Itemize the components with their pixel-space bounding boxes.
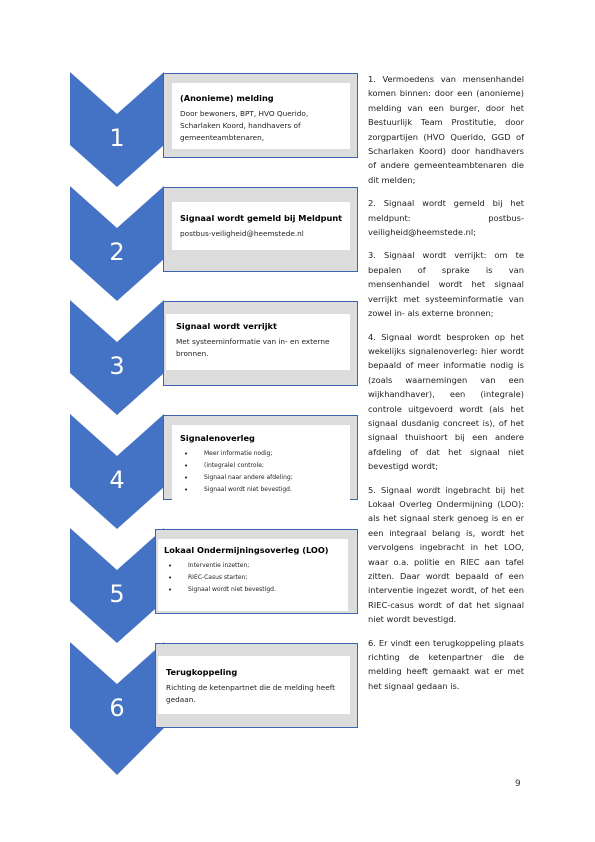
step-title-4: Signalenoverleg xyxy=(180,433,255,443)
step-number-6: 6 xyxy=(109,694,125,722)
step-title-3: Signaal wordt verrijkt xyxy=(176,321,277,331)
step-card-4 xyxy=(163,415,358,500)
step-card-5 xyxy=(155,529,358,614)
description-step-6: 6. Er vindt een terugkoppeling plaats richting de ketenpartner die de melding heeft gemaakt wat er met het signaal gedaan is. xyxy=(368,637,524,691)
step-card-6 xyxy=(155,643,358,728)
step-card-2 xyxy=(163,187,358,272)
step-card-3 xyxy=(163,301,358,386)
list-item: • RIEC-Casus starten; xyxy=(164,572,342,584)
step-number-2: 2 xyxy=(109,238,125,266)
list-item: • (integrale) controle; xyxy=(180,460,344,472)
step-bullets-4 xyxy=(180,448,344,496)
list-item: • Signaal naar andere afdeling; xyxy=(180,472,344,484)
step-number-4: 4 xyxy=(109,466,125,494)
step-number-3: 3 xyxy=(109,352,125,380)
step-title-1: (Anonieme) melding xyxy=(180,93,274,103)
description-step-1: 1. Vermoedens van mensenhandel komen binnen: door een (anonieme) melding van een burger, door het Bestuurlijk Team Prostitutie, door zorgpartijen (HVO Querido, GGD of Scharlaken Koord) door handhavers of andere gemeenteambtenaren die dit melden; xyxy=(368,74,524,185)
step-text-2: postbus-veiligheid@heemstede.nl xyxy=(180,229,304,238)
step-text-1: Door bewoners, BPT, HVO Querido, Scharlaken Koord, handhavers of gemeenteambtenaren, xyxy=(180,109,309,142)
step-number-1: 1 xyxy=(109,124,125,152)
description-column xyxy=(368,72,524,702)
description-step-2: 2. Signaal wordt gemeld bij het meldpunt: postbus-veiligheid@heemstede.nl; xyxy=(368,198,524,238)
step-title-2: Signaal wordt gemeld bij Meldpunt xyxy=(180,213,343,223)
step-title-6: Terugkoppeling xyxy=(166,667,238,677)
list-item: • Interventie inzetten; xyxy=(164,560,342,572)
list-item: • Signaal wordt niet bevestigd. xyxy=(164,584,342,596)
step-card-1 xyxy=(163,73,358,158)
step-text-6: Richting de ketenpartnet die de melding heeft gedaan. xyxy=(166,683,336,704)
description-step-5: 5. Signaal wordt ingebracht bij het Lokaal Overleg Ondermijning (LOO): als het signaal sterk genoeg is en er een integraal belang is, wordt het vervolgens ingebracht in het LOO, waar o.a. politie en RIEC aan tafel zitten. Daar wordt bepaald of een interventie ingezet wordt, of het een RIEC-casus wordt of dat het signaal niet wordt bevestigd. xyxy=(368,484,524,625)
step-title-5: Lokaal Ondermijningsoverleg (LOO) xyxy=(164,545,329,555)
list-item: • Meer informatie nodig; xyxy=(180,448,344,460)
list-item: • Signaal wordt niet bevestigd. xyxy=(180,484,344,496)
description-step-4: 4. Signaal wordt besproken op het wekelijks signalenoverleg: hier wordt bepaald of meer informatie nodig is (zoals waarnemingen van een wijkhandhaver), een (integrale) controle uitgevoerd wordt (als het signaal dusdanig concreet is), of het signaal thuishoort bij een andere afdeling of dat het signaal niet bevestigd wordt; xyxy=(368,331,524,472)
page-number: 9 xyxy=(515,779,521,789)
step-bullets-5 xyxy=(164,560,342,596)
description-step-3: 3. Signaal wordt verrijkt: om te bepalen of sprake is van mensenhandel wordt het signaal verrijkt met systeeminformatie van zowel in- als externe bronnen; xyxy=(368,250,524,319)
step-number-5: 5 xyxy=(109,580,125,608)
step-text-3: Met systeeminformatie van in- en externe bronnen. xyxy=(176,337,330,358)
